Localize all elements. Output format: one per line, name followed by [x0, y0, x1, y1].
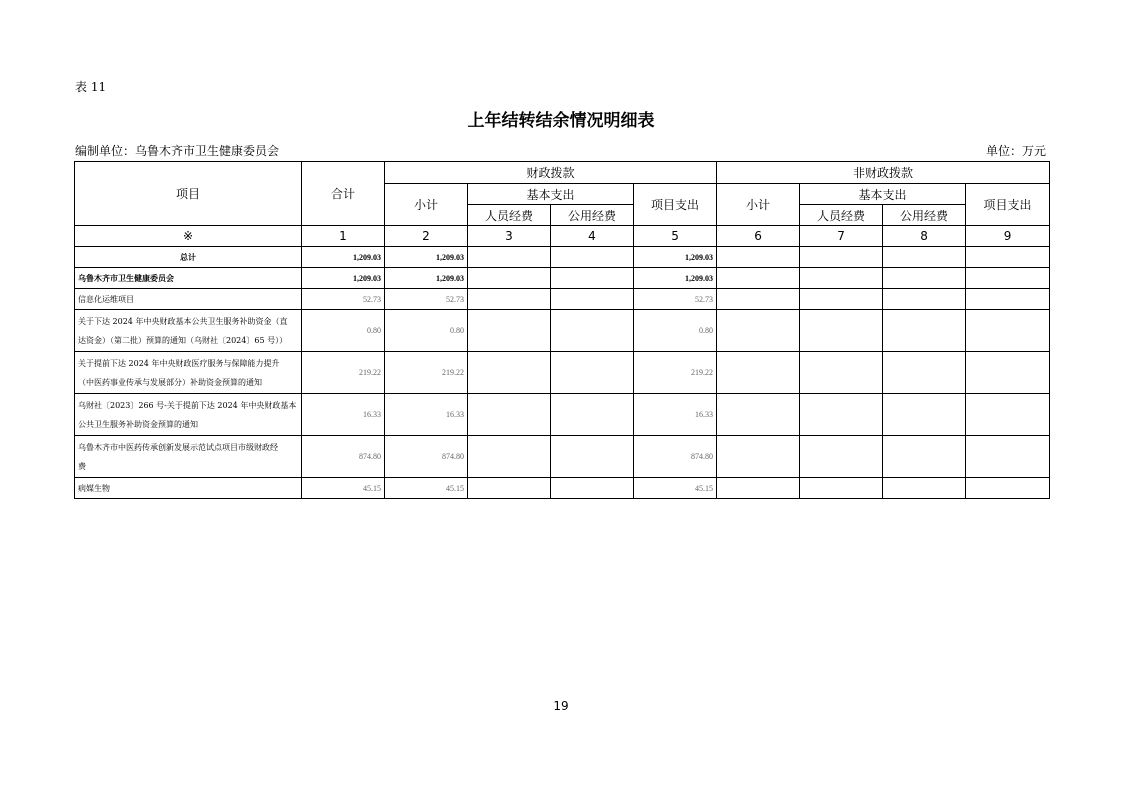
- row-name-line: 达资金）（第二批）预算的通知（乌财社〔2024〕65 号））: [78, 335, 288, 345]
- row-name-line: 乌鲁木齐市中医药传承创新发展示范试点项目市级财政经: [78, 442, 278, 452]
- row-name: 信息化运维项目: [75, 289, 302, 310]
- header-item: 项目: [75, 162, 302, 226]
- table-row: [75, 289, 1050, 310]
- row-name: [75, 394, 302, 436]
- header-fiscal-project: 项目支出: [634, 184, 717, 226]
- index-cell: 4: [551, 226, 634, 247]
- table-label: 表 11: [75, 80, 107, 94]
- row-fiscal-project: 1,209.03: [634, 247, 717, 268]
- row-fiscal-subtotal: 219.22: [385, 352, 468, 394]
- header-nonfiscal-basic: 基本支出: [800, 184, 966, 205]
- header-fiscal-public: 公用经费: [551, 205, 634, 226]
- header-total: 合计: [302, 162, 385, 226]
- table-row: [75, 394, 1050, 436]
- index-cell: 2: [385, 226, 468, 247]
- table-row: [75, 436, 1050, 478]
- header-fiscal: 财政拨款: [385, 162, 717, 184]
- index-row: [75, 226, 1050, 247]
- row-name-line: 关于下达 2024 年中央财政基本公共卫生服务补助资金（直: [78, 316, 288, 326]
- row-fiscal-project: 0.80: [634, 310, 717, 352]
- row-fiscal-project: 45.15: [634, 478, 717, 499]
- table-row: [75, 247, 1050, 268]
- row-total: 1,209.03: [302, 268, 385, 289]
- table-row: [75, 310, 1050, 352]
- table-row: [75, 478, 1050, 499]
- index-cell: 8: [883, 226, 966, 247]
- row-fiscal-subtotal: 874.80: [385, 436, 468, 478]
- row-name: [75, 436, 302, 478]
- row-name: [75, 352, 302, 394]
- carryover-table: [74, 161, 1050, 499]
- index-cell: 7: [800, 226, 883, 247]
- header-nonfiscal: 非财政拨款: [717, 162, 1050, 184]
- page-title: 上年结转结余情况明细表: [467, 111, 655, 131]
- page-number: 19: [553, 699, 569, 713]
- row-fiscal-project: 1,209.03: [634, 268, 717, 289]
- header-fiscal-subtotal: 小计: [385, 184, 468, 226]
- row-fiscal-subtotal: 52.73: [385, 289, 468, 310]
- header-nonfiscal-personnel: 人员经费: [800, 205, 883, 226]
- row-name: 乌鲁木齐市卫生健康委员会: [75, 268, 302, 289]
- index-cell: 1: [302, 226, 385, 247]
- index-cell: 6: [717, 226, 800, 247]
- header-fiscal-personnel: 人员经费: [468, 205, 551, 226]
- row-fiscal-project: 52.73: [634, 289, 717, 310]
- row-name-line: 关于提前下达 2024 年中央财政医疗服务与保障能力提升: [78, 358, 280, 368]
- table-row: [75, 268, 1050, 289]
- row-fiscal-subtotal: 45.15: [385, 478, 468, 499]
- header-nonfiscal-public: 公用经费: [883, 205, 966, 226]
- header-nonfiscal-subtotal: 小计: [717, 184, 800, 226]
- row-total: 1,209.03: [302, 247, 385, 268]
- row-name: 病媒生物: [75, 478, 302, 499]
- header-fiscal-basic: 基本支出: [468, 184, 634, 205]
- row-fiscal-subtotal: 16.33: [385, 394, 468, 436]
- index-cell: 5: [634, 226, 717, 247]
- row-name-line: 公共卫生服务补助资金预算的通知: [78, 419, 198, 429]
- row-total: 45.15: [302, 478, 385, 499]
- index-cell: 3: [468, 226, 551, 247]
- row-total: 874.80: [302, 436, 385, 478]
- index-cell: 9: [966, 226, 1050, 247]
- row-total: 0.80: [302, 310, 385, 352]
- row-fiscal-subtotal: 1,209.03: [385, 268, 468, 289]
- table-row: [75, 352, 1050, 394]
- row-fiscal-subtotal: 0.80: [385, 310, 468, 352]
- row-fiscal-subtotal: 1,209.03: [385, 247, 468, 268]
- row-total: 16.33: [302, 394, 385, 436]
- row-fiscal-project: 874.80: [634, 436, 717, 478]
- compiling-unit: 编制单位：乌鲁木齐市卫生健康委员会: [75, 144, 280, 158]
- row-fiscal-project: 16.33: [634, 394, 717, 436]
- header-nonfiscal-project: 项目支出: [966, 184, 1050, 226]
- currency-unit: 单位：万元: [985, 144, 1046, 158]
- row-total: 52.73: [302, 289, 385, 310]
- row-fiscal-project: 219.22: [634, 352, 717, 394]
- row-name-line: 乌财社〔2023〕266 号-关于提前下达 2024 年中央财政基本: [78, 400, 297, 410]
- row-name-line: （中医药事业传承与发展部分）补助资金预算的通知: [78, 377, 262, 387]
- row-name-line: 费: [78, 461, 86, 471]
- row-total: 219.22: [302, 352, 385, 394]
- row-name: 总计: [75, 247, 302, 268]
- row-name: [75, 310, 302, 352]
- index-cell: ※: [75, 226, 302, 247]
